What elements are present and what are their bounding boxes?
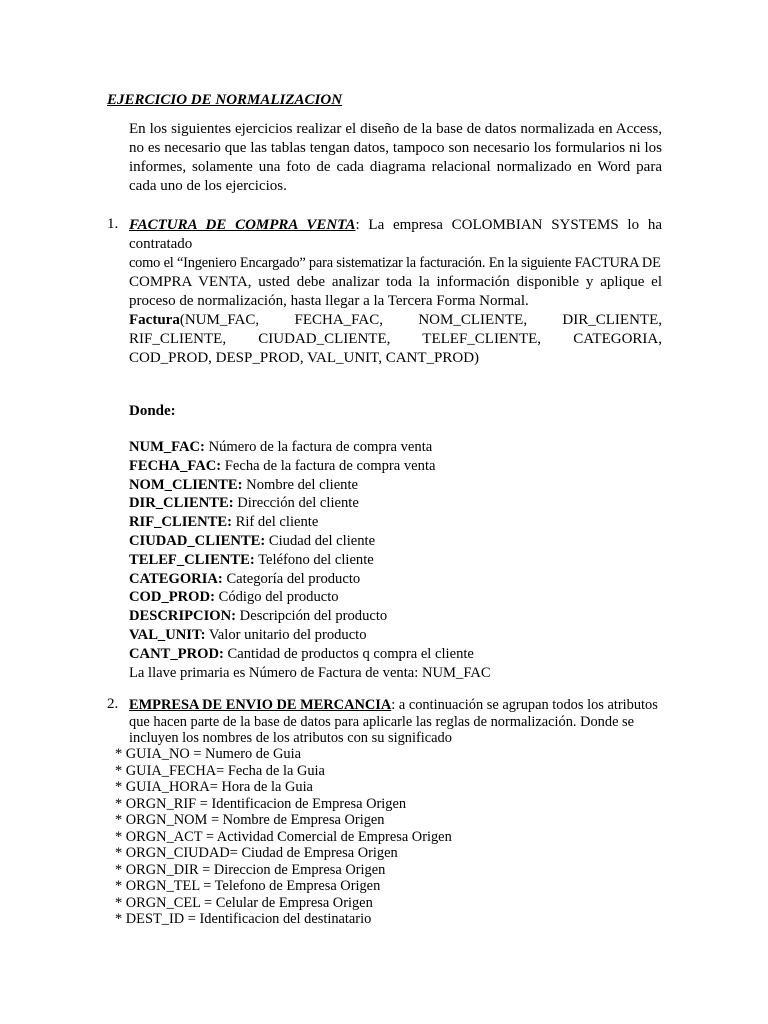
- definition-key: NOM_CLIENTE:: [129, 476, 243, 493]
- definition-key: CIUDAD_CLIENTE:: [129, 532, 266, 549]
- definition-key: NUM_FAC:: [129, 439, 205, 455]
- attribute-item: * GUIA_FECHA= Fecha de la Guia: [115, 762, 325, 779]
- definition-item: [129, 607, 662, 626]
- definition-item: [129, 532, 662, 551]
- definition-value: Teléfono del cliente: [254, 551, 374, 568]
- item-2-number: 2.: [107, 696, 119, 712]
- donde-label: Donde:: [129, 403, 176, 419]
- item-2-text: : a continuación se agrupan todos los atributos que hacen parte de la base de datos para aplicarle las reglas de normalización. Donde se incluyen los nombres de los atributos con su significado: [129, 697, 658, 746]
- definition-item: [129, 645, 662, 664]
- item-1-heading: FACTURA DE COMPRA VENTA: [129, 217, 356, 233]
- definition-key: TELEF_CLIENTE:: [129, 551, 255, 568]
- definition-value: Ciudad del cliente: [265, 532, 376, 549]
- definition-key: FECHA_FAC:: [129, 457, 222, 474]
- factura-schema: [129, 311, 662, 368]
- attribute-item: * ORGN_RIF = Identificacion de Empresa Origen: [115, 795, 407, 812]
- definition-value: Número de la factura de compra venta: [204, 439, 433, 455]
- definition-value: Valor unitario del producto: [205, 626, 367, 643]
- definition-key: VAL_UNIT:: [129, 626, 206, 643]
- attribute-item: * GUIA_NO = Numero de Guia: [115, 746, 301, 762]
- definition-value: Nombre del cliente: [242, 476, 359, 493]
- definition-item: [129, 457, 662, 476]
- definition-key: DIR_CLIENTE:: [129, 495, 234, 512]
- definition-item: [129, 570, 662, 589]
- definition-item: [129, 476, 662, 495]
- definition-item: [129, 588, 662, 607]
- definition-value: Cantidad de productos q compra el cliente: [223, 645, 474, 662]
- definition-value: Rif del cliente: [231, 514, 319, 531]
- definition-item: [129, 438, 662, 457]
- attribute-item: * ORGN_DIR = Direccion de Empresa Origen: [115, 861, 386, 878]
- attribute-item: * ORGN_TEL = Telefono de Empresa Origen: [115, 878, 381, 894]
- attribute-item: * ORGN_NOM = Nombre de Empresa Origen: [115, 812, 385, 828]
- definition-value: Código del producto: [214, 589, 339, 606]
- definition-value: Fecha de la factura de compra venta: [221, 457, 436, 474]
- factura-label: Factura: [129, 312, 180, 328]
- attribute-item: * ORGN_CEL = Celular de Empresa Origen: [115, 894, 373, 911]
- definition-item: [129, 494, 662, 513]
- item-1-paragraph: [129, 216, 662, 311]
- definition-key: RIF_CLIENTE:: [129, 514, 232, 531]
- item-1-text-a: : La empresa COLOMBIAN SYSTEMS lo ha contratado: [129, 217, 662, 252]
- intro-paragraph: En los siguientes ejercicios realizar el diseño de la base de datos normalizada en Access, no es necesario que las tablas tengan datos, tampoco son necesario los formularios ni los informes, solamente una foto de cada diagrama relacional normalizado en Word para cada uno de los ejercicios.: [129, 121, 662, 194]
- definition-key: COD_PROD:: [129, 589, 215, 606]
- definition-value: Descripción del producto: [236, 608, 388, 625]
- attributes-list: [115, 746, 452, 928]
- item-1-text-c: COMPRA VENTA, usted debe analizar toda la información disponible y aplique el proceso de normalización, hasta llegar a la Tercera Forma Normal.: [129, 274, 662, 309]
- item-1-text-b: como el “Ingeniero Encargado” para sistematizar la facturación. En la siguiente FACTURA DE: [129, 255, 661, 271]
- definition-key: DESCRIPCION:: [129, 608, 237, 625]
- definitions-list: [129, 438, 662, 682]
- attribute-item: * GUIA_HORA= Hora de la Guia: [115, 779, 313, 795]
- item-2-heading: EMPRESA DE ENVIO DE MERCANCIA: [129, 697, 392, 713]
- definition-value: Dirección del cliente: [233, 495, 359, 512]
- definition-item: [129, 626, 662, 645]
- attribute-item: * ORGN_ACT = Actividad Comercial de Empresa Origen: [115, 828, 452, 845]
- primary-key-note: La llave primaria es Número de Factura de venta: NUM_FAC: [129, 664, 491, 681]
- item-2-paragraph: [129, 697, 662, 747]
- attribute-item: * DEST_ID = Identificacion del destinatario: [115, 911, 372, 927]
- factura-fields: (NUM_FAC, FECHA_FAC, NOM_CLIENTE, DIR_CLIENTE, RIF_CLIENTE, CIUDAD_CLIENTE, TELEF_CLIENTE, CATEGORIA, COD_PROD, DESP_PROD, VAL_UNIT, CANT_PROD): [129, 312, 662, 366]
- definition-key: CANT_PROD:: [129, 645, 224, 662]
- definition-value: Categoría del producto: [222, 570, 361, 587]
- definition-item: [129, 513, 662, 532]
- attribute-item: * ORGN_CIUDAD= Ciudad de Empresa Origen: [115, 845, 398, 861]
- document-title: EJERCICIO DE NORMALIZACION: [107, 92, 343, 108]
- definition-item: [129, 551, 662, 570]
- item-1-number: 1.: [107, 216, 119, 232]
- definition-key: CATEGORIA:: [129, 570, 223, 587]
